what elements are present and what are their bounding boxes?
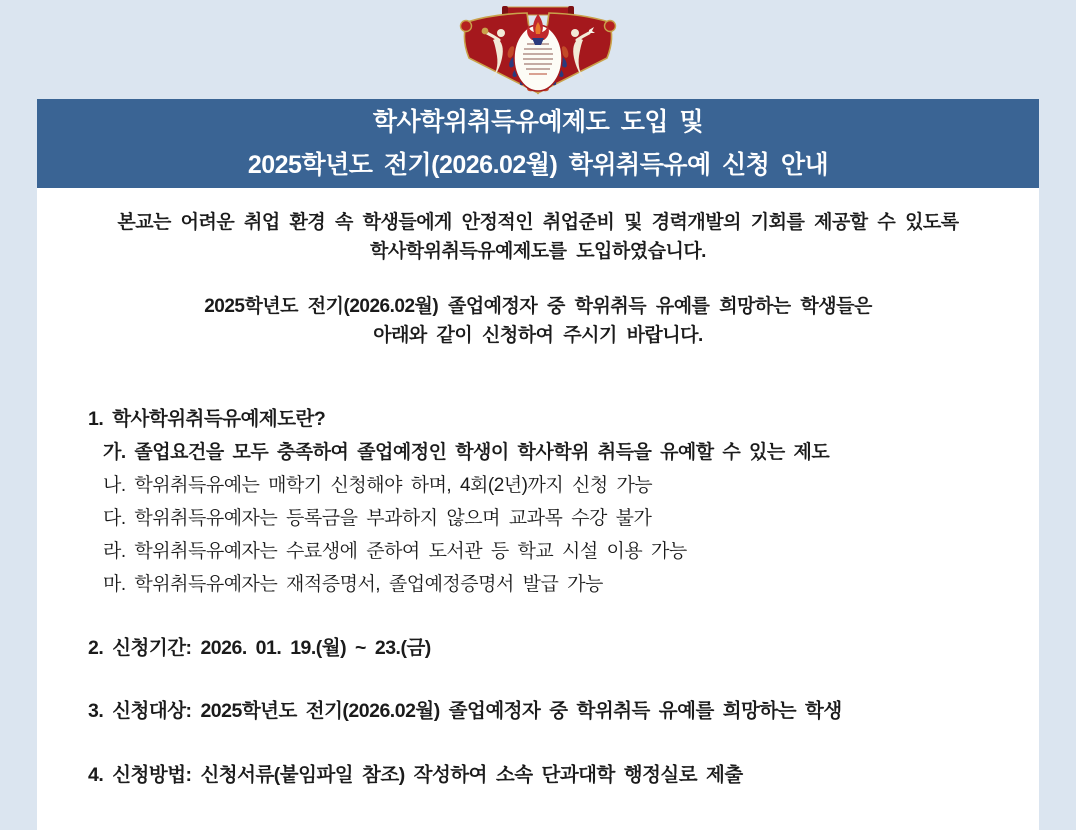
intro-p2-line1: 2025학년도 전기(2026.02월) 졸업예정자 중 학위취득 유예를 희망하는 학생들은 xyxy=(204,296,872,317)
list-item-ra-text: 학위취득유예자는 수료생에 준하여 도서관 등 학교 시설 이용 가능 xyxy=(134,541,687,562)
list-item-ma-label: 마. xyxy=(103,574,126,595)
list-item-ra xyxy=(103,535,1039,568)
intro-p2-line2: 아래와 같이 신청하여 주시기 바랍니다. xyxy=(373,325,703,346)
list-item-na-text: 학위취득유예는 매학기 신청해야 하며, 4회(2년)까지 신청 가능 xyxy=(134,475,653,496)
notice-title-line2: 2025학년도 전기(2026.02월) 학위취득유예 신청 안내 xyxy=(247,150,829,179)
notice-title-line1: 학사학위취득유예제도 도입 및 xyxy=(372,107,704,136)
list-item-ra-label: 라. xyxy=(103,541,126,562)
section-4-text: 신청방법: 신청서류(붙임파일 참조) 작성하여 소속 단과대학 행정실로 제출 xyxy=(112,764,743,786)
list-item-ga-label: 가. xyxy=(103,442,126,463)
section-4-title xyxy=(88,761,1039,789)
notice-body xyxy=(37,188,1039,789)
list-item-ma-text: 학위취득유예자는 재적증명서, 졸업예정증명서 발급 가능 xyxy=(134,574,603,595)
list-item-da-label: 다. xyxy=(103,508,126,529)
section-1-text: 학사학위취득유예제도란? xyxy=(112,408,326,430)
notice-document xyxy=(37,99,1039,830)
section-2-text: 신청기간: 2026. 01. 19.(월) ~ 23.(금) xyxy=(112,637,431,659)
list-item-ma xyxy=(103,568,1039,601)
list-item-da-text: 학위취득유예자는 등록금을 부과하지 않으며 교과목 수강 불가 xyxy=(134,508,652,529)
intro-p1-line2: 학사학위취득유예제도를 도입하였습니다. xyxy=(370,241,706,262)
intro-paragraph-1 xyxy=(37,188,1039,266)
section-2-title xyxy=(88,634,1039,662)
university-crest-icon xyxy=(453,0,623,96)
section-1-title xyxy=(88,405,1039,433)
section-1-items xyxy=(37,436,1039,601)
intro-paragraph-2 xyxy=(37,266,1039,350)
section-3-text: 신청대상: 2025학년도 전기(2026.02월) 졸업예정자 중 학위취득 유예를 희망하는 학생 xyxy=(112,700,842,722)
list-item-na xyxy=(103,469,1039,502)
section-4-number: 4. xyxy=(88,764,104,786)
section-3-title xyxy=(88,697,1039,725)
list-item-ga xyxy=(103,436,1039,469)
section-2-number: 2. xyxy=(88,637,104,659)
section-3-number: 3. xyxy=(88,700,104,722)
notice-title-banner xyxy=(37,99,1039,188)
list-item-na-label: 나. xyxy=(103,475,126,496)
list-item-ga-text: 졸업요건을 모두 충족하여 졸업예정인 학생이 학사학위 취득을 유예할 수 있는 제도 xyxy=(134,442,830,463)
section-1-number: 1. xyxy=(88,408,104,430)
list-item-da xyxy=(103,502,1039,535)
intro-p1-line1: 본교는 어려운 취업 환경 속 학생들에게 안정적인 취업준비 및 경력개발의 기회를 제공할 수 있도록 xyxy=(117,212,959,233)
